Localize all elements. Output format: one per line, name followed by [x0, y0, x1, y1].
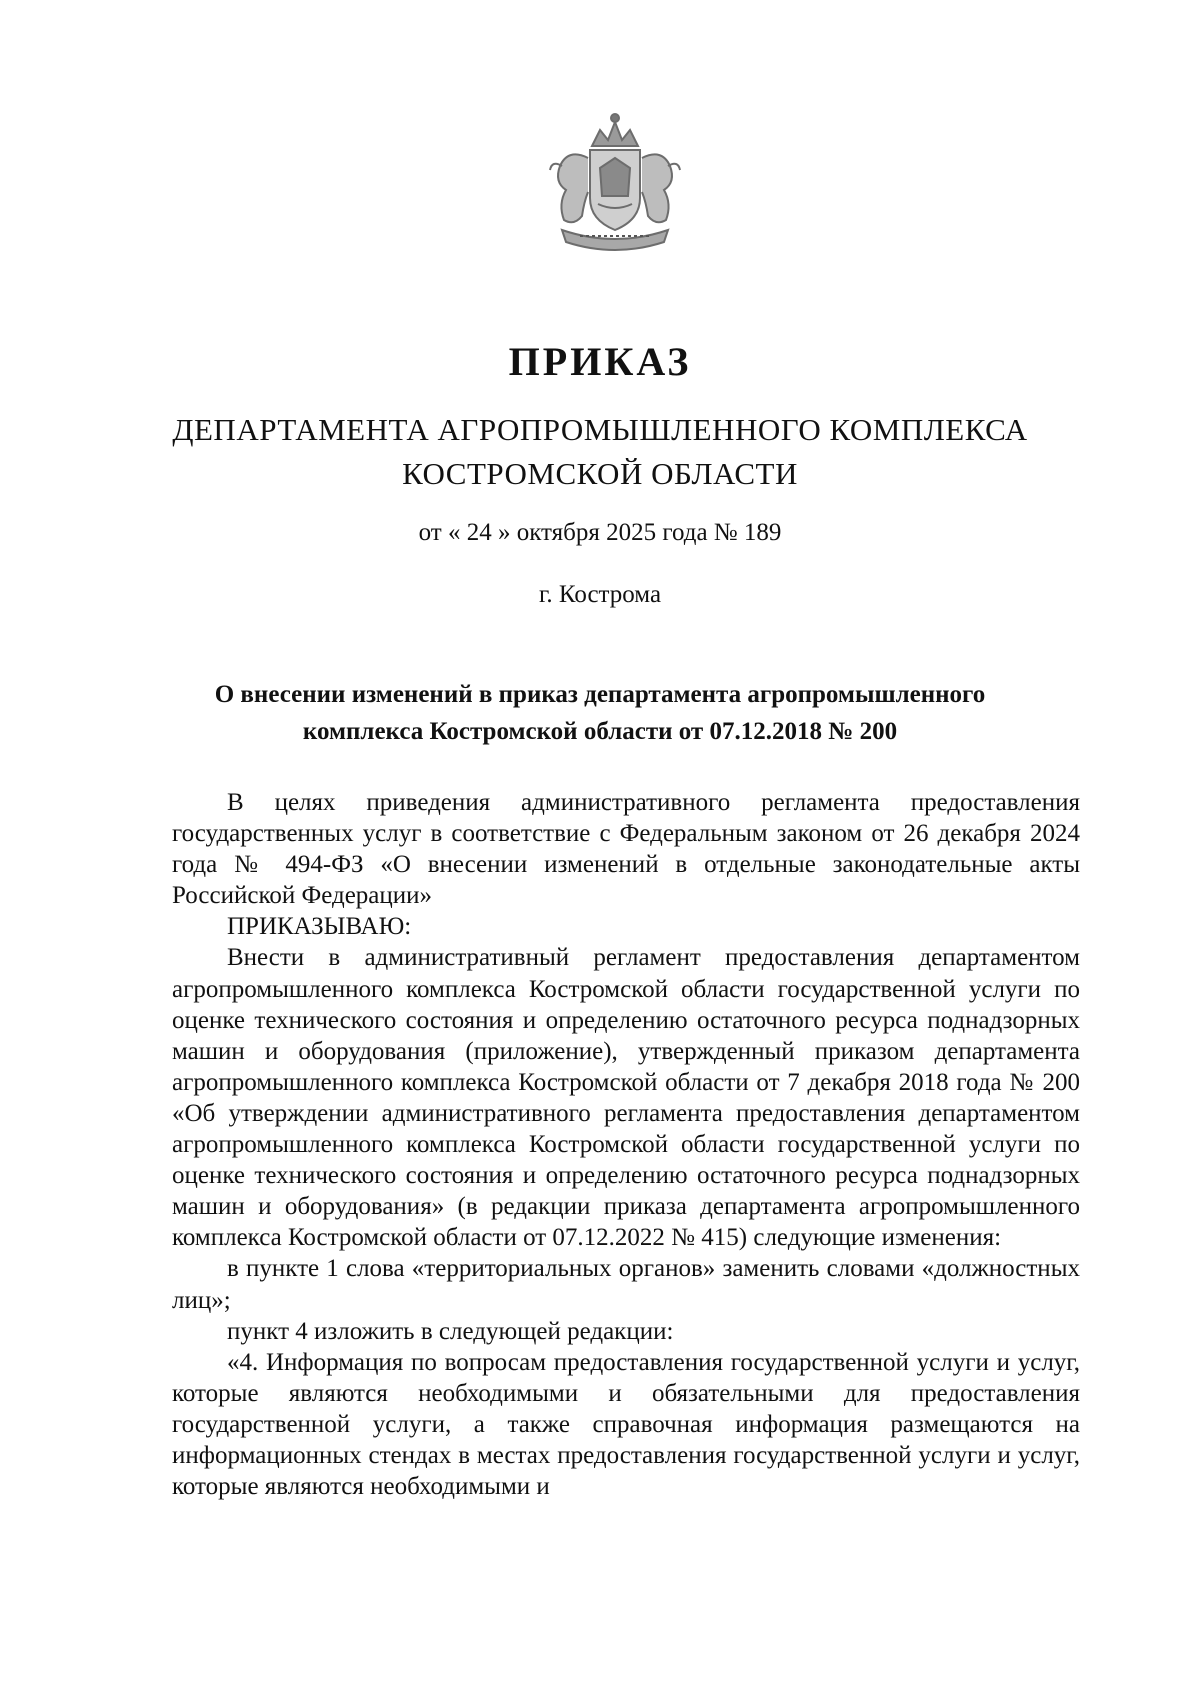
item-1-paragraph: в пункте 1 слова «территориальных органов» заменить словами «должностных лиц»; — [172, 1255, 1080, 1314]
order-word: ПРИКАЗЫВАЮ: — [227, 913, 412, 941]
subject-line-2: комплекса Костромской области от 07.12.2018 № 200 — [302, 718, 898, 745]
document-title: ПРИКАЗ — [508, 339, 692, 384]
item-4-intro-paragraph: пункт 4 изложить в следующей редакции: — [227, 1317, 674, 1345]
department-line-2: КОСТРОМСКОЙ ОБЛАСТИ — [402, 456, 798, 491]
city-line: г. Кострома — [538, 581, 662, 608]
amendment-paragraph: Внести в административный регламент предоставления департаментом агропромышленного комплекса Костромской области государственной услуги по оценке технического состояния и определению остаточного ресурса поднадзорных машин и оборудования (приложение), утвержденный приказом департамента агропромышленного комплекса Костромской области от 7 декабря 2018 года № 200 «Об утверждении административного регламента предоставления департаментом агропромышленного комплекса Костромской области государственной услуги по оценке технического состояния и определению остаточного ресурса поднадзорных машин и оборудования» (в редакции приказа департамента агропромышленного комплекса Костромской области от 07.12.2022 № 415) следующие изменения: — [172, 944, 1080, 1252]
subject-line-1: О внесении изменений в приказ департамента агропромышленного — [214, 681, 986, 708]
item-4-text-paragraph: «4. Информация по вопросам предоставления государственной услуги и услуг, которые являются необходимыми и обязательными для предоставления государственной услуги, а также справочная информация размещаются на информационных стендах в местах предоставления государственной услуги и услуг, которые являются необходимыми и — [172, 1348, 1080, 1501]
order-date-number: от « 24 » октября 2025 года № 189 — [418, 519, 782, 546]
order-subject — [0, 676, 1200, 750]
kostroma-coat-of-arms-icon — [540, 108, 690, 258]
department-line-1: ДЕПАРТАМЕНТА АГРОПРОМЫШЛЕННОГО КОМПЛЕКСА — [172, 412, 1028, 447]
department-name — [0, 408, 1200, 496]
preamble-paragraph: В целях приведения административного регламента предоставления государственных услуг в соответствие с Федеральным законом от 26 декабря 2024 года № 494-ФЗ «О внесении изменений в отдельные законодательные акты Российской Федерации» — [172, 789, 1080, 910]
order-body — [172, 787, 1080, 1502]
